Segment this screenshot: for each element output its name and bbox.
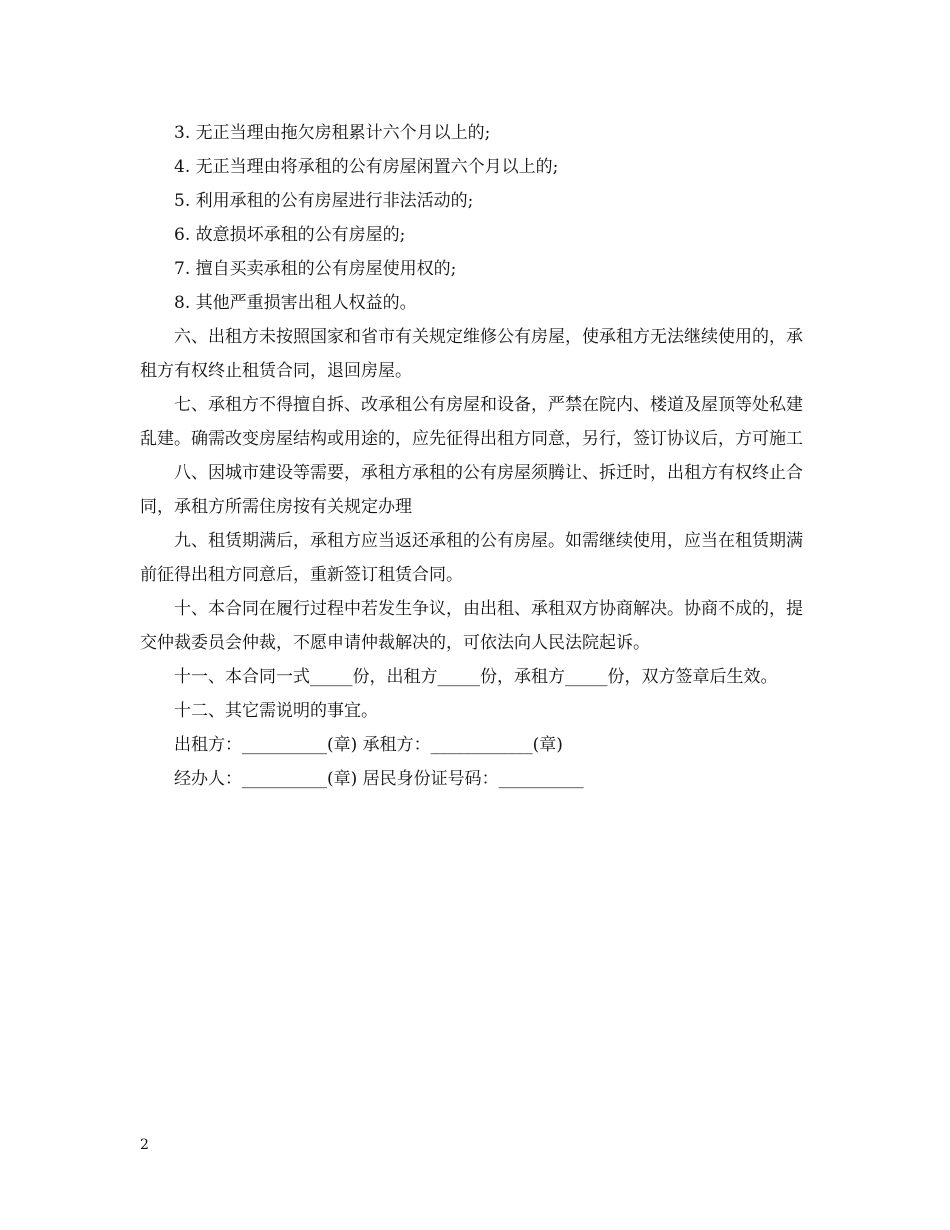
article-6: 六、出租方未按照国家和省市有关规定维修公有房屋，使承租方无法继续使用的，承租方有权终止租赁合同，退回房屋。 (140, 327, 803, 381)
clause-8: 8. 其他严重损害出租人权益的。 (174, 293, 417, 313)
article-7: 七、承租方不得擅自拆、改承租公有房屋和设备，严禁在院内、楼道及屋顶等处私建乱建。确需改变房屋结构或用途的，应先征得出租方同意，另行，签订协议后，方可施工 (140, 395, 803, 449)
clause-7: 7. 擅自买卖承租的公有房屋使用权的; (174, 259, 457, 279)
article-11: 十一、本合同一式_____份，出租方_____份，承租方_____份，双方签章后生效。 (174, 667, 778, 687)
document-body (140, 116, 812, 796)
clause-6: 6. 故意损坏承租的公有房屋的; (174, 225, 406, 245)
agent-id-line: 经办人：__________(章) 居民身份证号码：__________ (174, 769, 584, 789)
article-12: 十二、其它需说明的事宜。 (174, 701, 378, 721)
clause-4: 4. 无正当理由将承租的公有房屋闲置六个月以上的; (174, 157, 559, 177)
article-8: 八、因城市建设等需要，承租方承租的公有房屋须腾让、拆迁时，出租方有权终止合同，承租方所需住房按有关规定办理 (140, 463, 803, 517)
clause-3: 3. 无正当理由拖欠房租累计六个月以上的; (174, 123, 491, 143)
article-10: 十、本合同在履行过程中若发生争议，由出租、承租双方协商解决。协商不成的，提交仲裁委员会仲裁，不愿申请仲裁解决的，可依法向人民法院起诉。 (140, 599, 803, 653)
lessor-signature-line: 出租方：__________(章) 承租方：____________(章) (174, 735, 563, 755)
article-9: 九、租赁期满后，承租方应当返还承租的公有房屋。如需继续使用，应当在租赁期满前征得出租方同意后，重新签订租赁合同。 (140, 531, 803, 585)
page-number: 2 (140, 1137, 149, 1153)
clause-5: 5. 利用承租的公有房屋进行非法活动的; (174, 191, 474, 211)
